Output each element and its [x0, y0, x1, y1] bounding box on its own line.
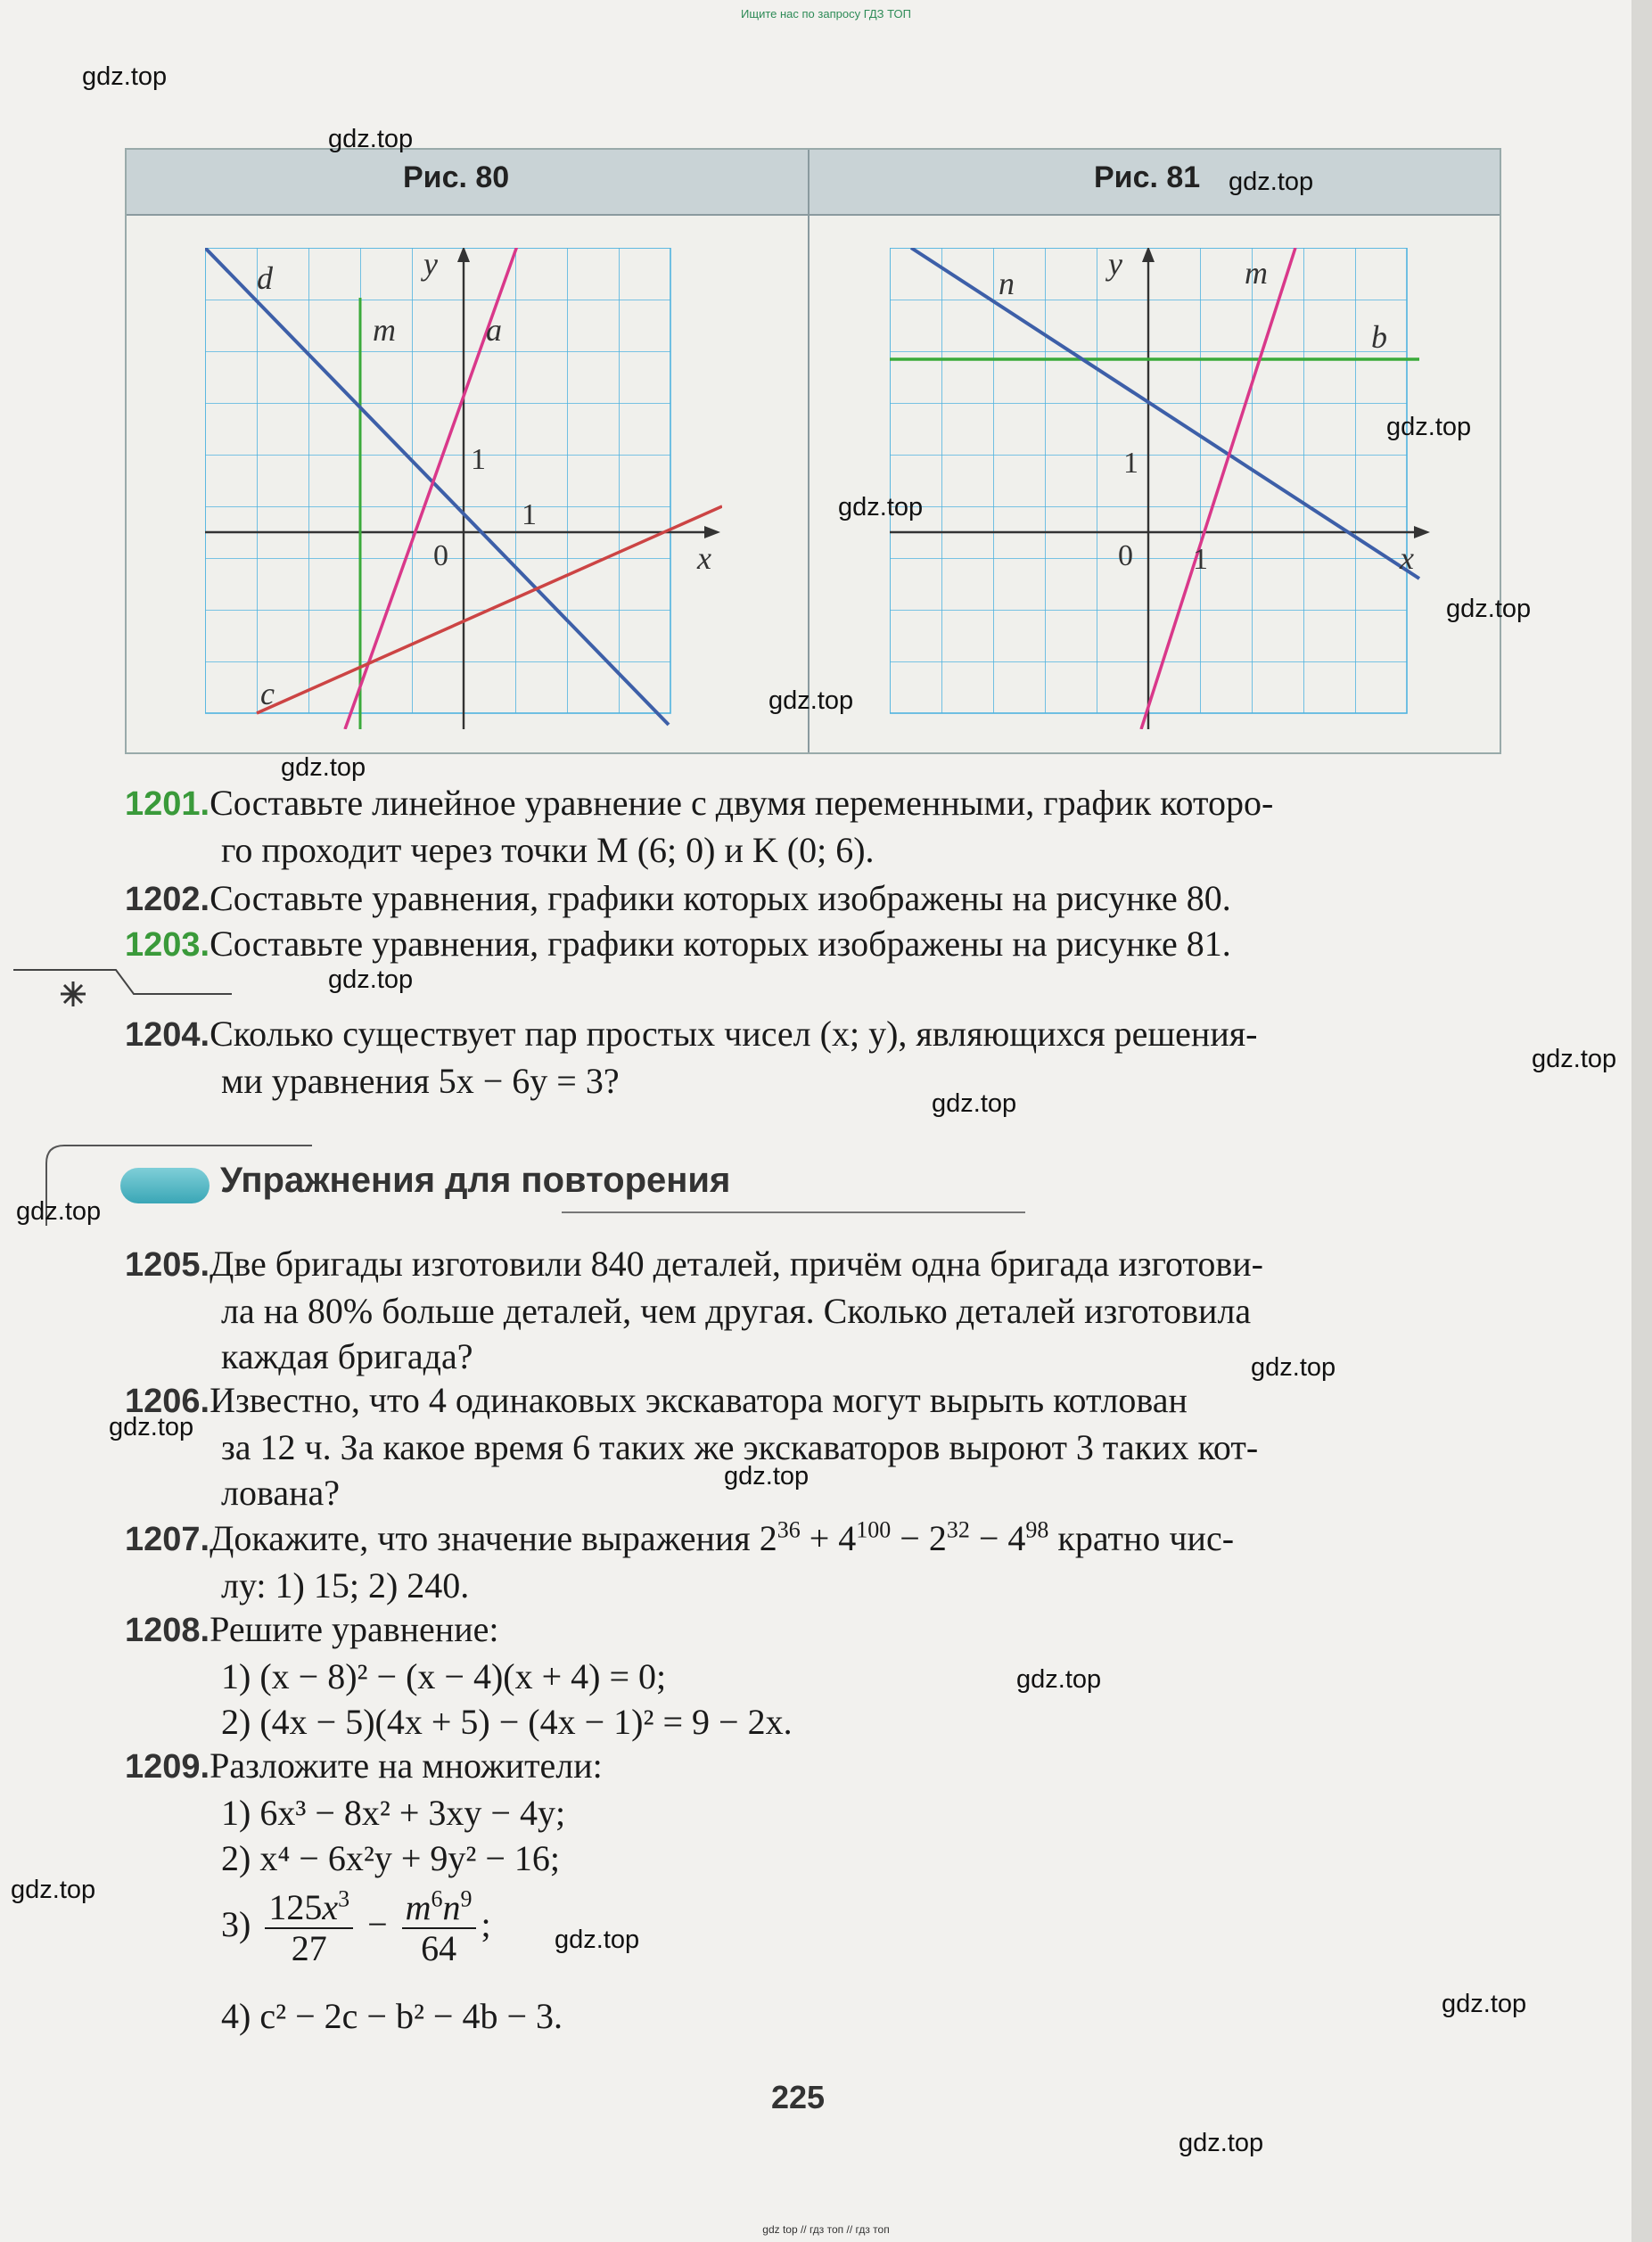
fig81-axis-y: y [1108, 248, 1122, 282]
fig81-label-n: n [999, 266, 1015, 301]
watermark: gdz.top [555, 1926, 640, 1954]
problem-text: Две бригады изготовили 840 деталей, причём одна бригада изготови- [210, 1244, 1263, 1284]
problem-number: 1201. [125, 785, 210, 823]
fig80-axis-x: x [697, 540, 711, 576]
watermark: gdz.top [16, 1197, 102, 1226]
problem-text: Решите уравнение: [210, 1609, 499, 1649]
expression: 2) x⁴ − 6x²y + 9y² − 16; [221, 1838, 561, 1878]
fig80-label-c: c [260, 676, 275, 711]
figures-divider [808, 150, 810, 752]
problem-1206 [125, 1377, 1507, 1515]
problem-number: 1206. [125, 1383, 210, 1420]
watermark: gdz.top [109, 1413, 194, 1441]
watermark: gdz.top [1229, 168, 1314, 196]
fig80-graph [205, 248, 722, 729]
watermark: gdz.top [281, 753, 366, 782]
watermark: gdz.top [328, 125, 414, 153]
watermark: gdz.top [1386, 413, 1472, 441]
fig81-axis-x: x [1400, 540, 1414, 576]
problem-number: 1205. [125, 1246, 210, 1284]
watermark: gdz.top [1179, 2129, 1264, 2157]
watermark: gdz.top [724, 1462, 810, 1491]
problem-1204 [125, 1011, 1507, 1104]
page-edge [1631, 0, 1652, 2242]
problem-number: 1204. [125, 1016, 210, 1054]
fig80-label-a: a [486, 312, 502, 348]
problem-text: Составьте уравнения, графики которых изображены на рисунке 80. [210, 878, 1231, 918]
watermark: gdz.top [1442, 1990, 1527, 2018]
fig80-origin: 0 [433, 539, 448, 572]
problem-1208 [125, 1606, 1507, 1745]
watermark: gdz.top [932, 1089, 1017, 1118]
watermark: gdz.top [82, 62, 168, 91]
problem-text: ми уравнения 5x − 6y = 3? [221, 1061, 620, 1101]
problem-number: 1208. [125, 1612, 210, 1649]
section-title: Упражнения для повторения [220, 1161, 731, 1200]
problem-1203 [125, 921, 1507, 968]
fraction: $\frac{m^6n^9}{64}$ [402, 1888, 476, 1968]
fig81-label-m: m [1245, 255, 1268, 291]
watermark: gdz.top [11, 1876, 96, 1904]
problem-text: Докажите, что значение выражения 2 [210, 1518, 777, 1558]
fig80-axis-y: y [423, 248, 438, 282]
problem-number: 1203. [125, 926, 210, 964]
expression: 4) c² − 2c − b² − 4b − 3. [221, 1996, 563, 2036]
problem-text: ла на 80% больше деталей, чем другая. Сколько деталей изготовила [221, 1291, 1252, 1331]
problem-1201 [125, 780, 1507, 873]
fig80-tick-1: 1 [471, 443, 486, 476]
watermark: gdz.top [328, 965, 414, 994]
problem-text: лу: 1) 15; 2) 240. [221, 1565, 470, 1606]
challenge-marker [9, 958, 232, 1012]
star-icon [61, 981, 86, 1006]
problem-1209 [125, 1743, 1507, 1881]
problem-text: Составьте линейное уравнение с двумя переменными, график которо- [210, 783, 1274, 823]
problem-text: за 12 ч. За какое время 6 таких же экскаваторов выроют 3 таких кот- [221, 1427, 1259, 1467]
problem-number: 1202. [125, 881, 210, 918]
watermark: gdz.top [1446, 595, 1532, 623]
problem-text: каждая бригада? [221, 1336, 473, 1376]
problem-1207: 1207.Докажите, что значение выражения $2^{36} + 4^{100} - 2^{32} - 4^{98}$ кратно чис- лу: 1) 15; 2) 240. [125, 1516, 1235, 1606]
section-pill-icon [120, 1168, 210, 1203]
fig81-tick-x: 1 [1193, 543, 1208, 576]
problem-text: Составьте уравнения, графики которых изображены на рисунке 81. [210, 924, 1231, 964]
fig80-tick-1x: 1 [522, 498, 537, 531]
fig81-origin: 0 [1118, 539, 1133, 572]
equation: 2) (4x − 5)(4x + 5) − (4x − 1)² = 9 − 2x. [221, 1702, 793, 1742]
fig81-tick-y: 1 [1123, 447, 1138, 480]
fig81-caption: Рис. 81 [1094, 160, 1201, 194]
fig80-label-m: m [373, 312, 396, 348]
problem-text: Сколько существует пар простых чисел (x; y), являющихся решения- [210, 1014, 1258, 1054]
problem-text: Разложите на множители: [210, 1745, 603, 1786]
watermark: gdz.top [838, 493, 924, 521]
page-number: 225 [771, 2079, 826, 2115]
watermark: gdz.top [1016, 1665, 1102, 1694]
fraction: $\frac{125x^3}{27}$ [265, 1888, 353, 1968]
fig80-label-d: d [257, 260, 273, 296]
problem-1202 [125, 875, 1507, 923]
figures-panel [125, 148, 1501, 754]
top-note: Ищите нас по запросу ГДЗ ТОП [741, 7, 911, 21]
expression-4 [125, 1993, 1507, 2039]
fig81-label-b: b [1371, 319, 1387, 355]
problem-text: Известно, что 4 одинаковых экскаватора могут вырыть котлован [210, 1380, 1188, 1420]
problem-text: лована? [221, 1473, 340, 1513]
fig80-caption: Рис. 80 [403, 160, 510, 194]
problem-number: 1209. [125, 1748, 210, 1786]
fig81-graph [890, 248, 1496, 729]
bottom-note: gdz top // гдз топ // гдз топ [762, 2223, 890, 2236]
watermark: gdz.top [1532, 1045, 1617, 1073]
problem-number: 1207. [125, 1521, 210, 1558]
watermark: gdz.top [768, 686, 854, 715]
watermark: gdz.top [1251, 1353, 1336, 1382]
expression-3: 3) $\frac{125x^3}{27}$ − $\frac{m^6n^9}{64}$ ; [221, 1885, 491, 1968]
expression: 1) 6x³ − 8x² + 3xy − 4y; [221, 1793, 566, 1833]
problem-text: го проходит через точки M (6; 0) и K (0; 6). [221, 830, 875, 870]
equation: 1) (x − 8)² − (x − 4)(x + 4) = 0; [221, 1656, 667, 1696]
